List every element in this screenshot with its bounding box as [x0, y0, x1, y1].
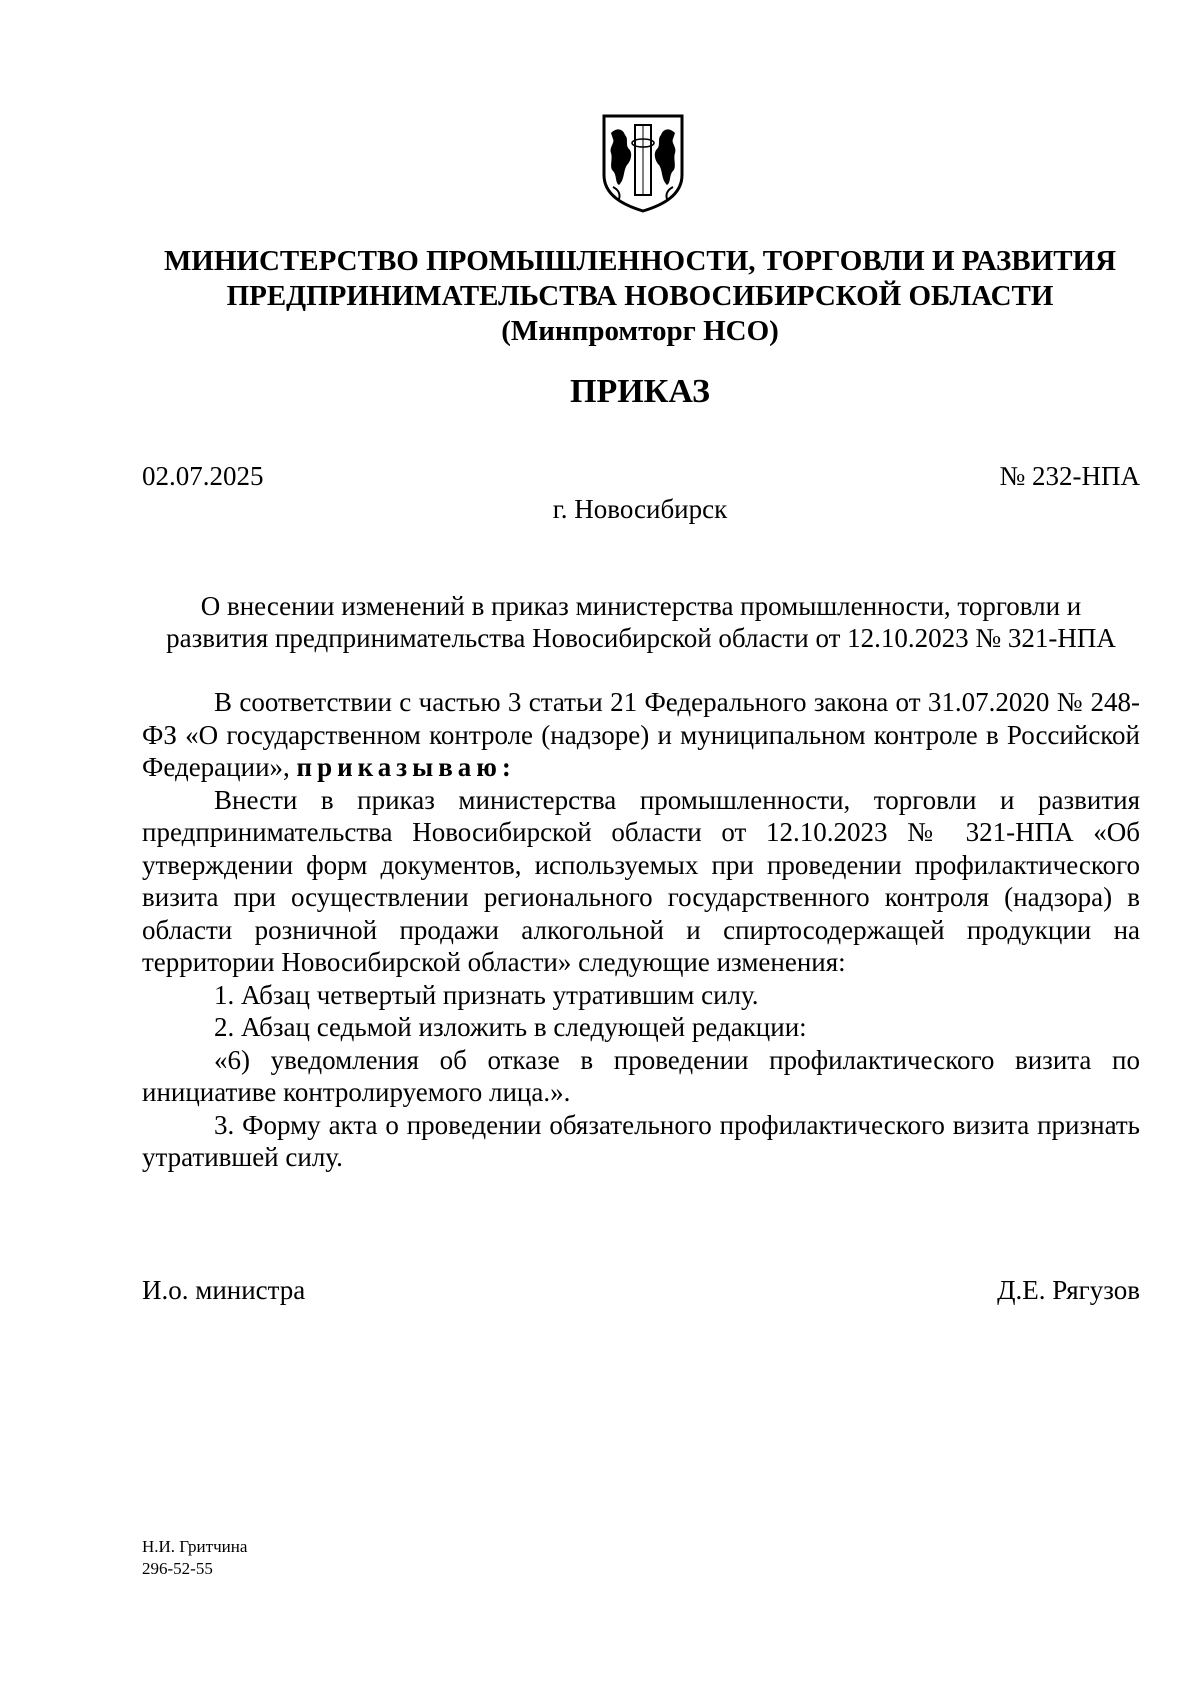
ministry-name-line-2: ПРЕДПРИНИМАТЕЛЬСТВА НОВОСИБИРСКОЙ ОБЛАСТИ	[226, 280, 1054, 312]
executor-info	[142, 1536, 247, 1580]
order-number: № 232-НПА	[999, 461, 1140, 491]
subject-line-2: развития предпринимательства Новосибирской области от 12.10.2023 № 321-НПА	[166, 623, 1116, 653]
document-title: ПРИКАЗ	[570, 373, 710, 410]
signatory-position: И.о. министра	[142, 1275, 306, 1305]
order-body	[142, 686, 1140, 1174]
executor-phone: 296-52-55	[142, 1559, 213, 1578]
ministry-abbreviation: (Минпромторг НСО)	[501, 315, 779, 347]
ministry-header	[140, 244, 1140, 349]
order-date: 02.07.2025	[142, 461, 264, 491]
coat-of-arms-icon	[601, 113, 685, 213]
paragraph-basis-text: В соответствии с частью 3 статьи 21 Федерального закона от 31.07.2020 № 248-ФЗ «О государственном контроле (надзоре) и муниципальном контроле в Российской Федерации»,	[142, 687, 1140, 782]
ministry-name-line-1: МИНИСТЕРСТВО ПРОМЫШЛЕННОСТИ, ТОРГОВЛИ И РАЗВИТИЯ	[163, 245, 1117, 277]
paragraph-item-2: 2. Абзац седьмой изложить в следующей редакции:	[214, 1012, 807, 1042]
paragraph-amendment: Внести в приказ министерства промышленности, торговли и развития предпринимательства Новосибирской области от 12.10.2023 № 321-НПА «Об утверждении форм документов, используемых при проведении профилактического визита при осуществлении регионального государственного контроля (надзора) в области розничной продажи алкогольной и спиртосодержащей продукции на территории Новосибирской области» следующие изменения:	[142, 784, 1140, 977]
paragraph-item-1: 1. Абзац четвертый признать утратившим силу.	[214, 979, 759, 1010]
paragraph-basis	[142, 686, 1140, 784]
order-verb: приказываю:	[296, 752, 516, 782]
paragraph-item-3: 3. Форму акта о проведении обязательного профилактического визита признать утратившей силу.	[142, 1109, 1140, 1172]
order-city: г. Новосибирск	[552, 494, 728, 524]
subject-line-1: О внесении изменений в приказ министерства промышленности, торговли и	[200, 591, 1082, 621]
signatory-name: Д.Е. Рягузов	[997, 1275, 1140, 1305]
executor-name: Н.И. Гритчина	[142, 1537, 248, 1556]
order-subject	[142, 590, 1140, 654]
paragraph-new-wording: «6) уведомления об отказе в проведении профилактического визита по инициативе контролируемого лица.».	[142, 1044, 1140, 1107]
